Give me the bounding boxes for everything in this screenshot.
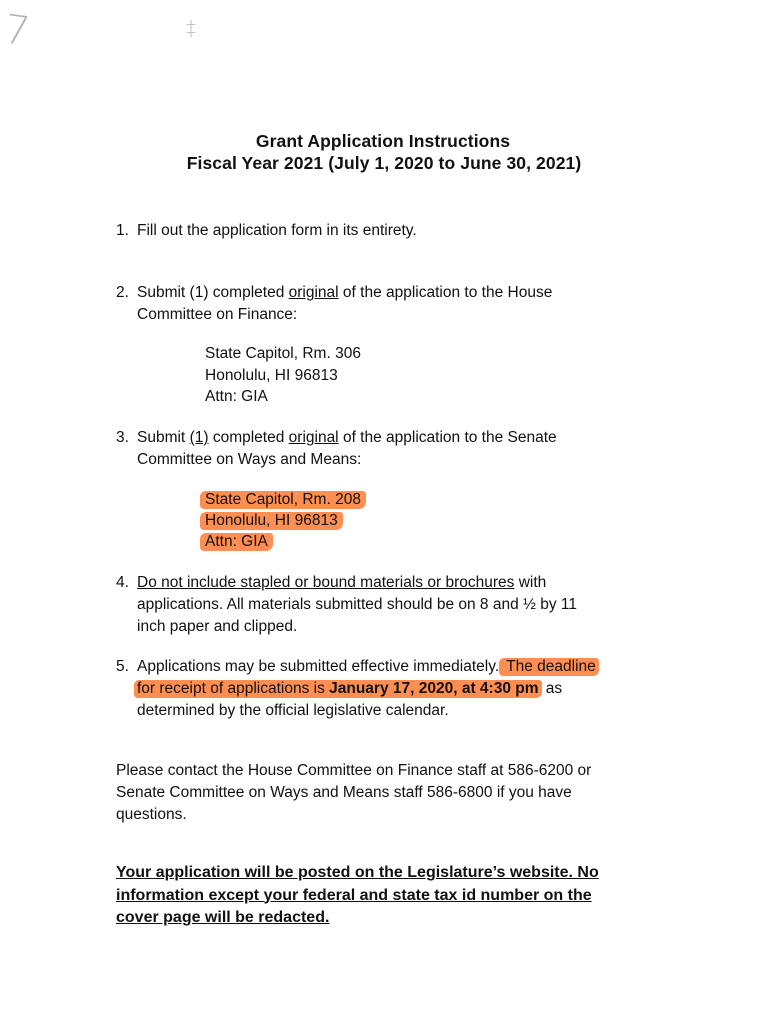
- item-5-number: 5.: [116, 658, 129, 675]
- redaction-notice-line-1: Your application will be posted on the Legislature’s website. No: [116, 864, 599, 881]
- senate-address-highlight-2: Honolulu, HI 96813: [200, 512, 343, 530]
- scan-mark-top: ‡: [186, 16, 196, 40]
- item-3-number: 3.: [116, 429, 129, 446]
- deadline-date: January 17, 2020, at 4:30 pm: [329, 680, 539, 697]
- item-2-line-1: [137, 282, 552, 304]
- item-3-text-b: completed: [208, 429, 289, 446]
- contact-line-1: Please contact the House Committee on Finance staff at 586-6200 or: [116, 762, 592, 779]
- item-2-original: original: [288, 284, 339, 301]
- item-5-text-a: Applications may be submitted effective immediately.: [137, 658, 500, 675]
- contact-line-3: questions.: [116, 806, 187, 823]
- redaction-notice: [116, 862, 676, 930]
- deadline-highlight-a: The deadline: [499, 658, 599, 676]
- item-4-line-2: applications. All materials submitted should be on 8 and ½ by 11: [137, 596, 578, 613]
- item-3-text-c: of the application to the Senate: [338, 429, 557, 446]
- item-1-number: 1.: [116, 222, 129, 239]
- senate-address-highlight-1: State Capitol, Rm. 208: [200, 491, 366, 509]
- item-4-warning: Do not include stapled or bound materials or brochures: [137, 574, 515, 591]
- document-title: Grant Application Instructions: [255, 131, 511, 151]
- item-3-text-a: Submit: [137, 429, 190, 446]
- item-2-text-a: Submit (1) completed: [137, 284, 289, 301]
- house-address-line-1: State Capitol, Rm. 306: [205, 345, 361, 362]
- document-subtitle: Fiscal Year 2021 (July 1, 2020 to June 30, 2021): [186, 153, 582, 173]
- item-5-line-1: [137, 656, 599, 678]
- item-2-line-2: Committee on Finance:: [137, 306, 298, 323]
- redaction-notice-line-2: information except your federal and state tax id number on the: [116, 886, 592, 904]
- item-2-number: 2.: [116, 284, 129, 301]
- deadline-text: for receipt of applications is: [137, 680, 330, 697]
- item-5-line-3: determined by the official legislative calendar.: [137, 702, 449, 719]
- contact-line-2: Senate Committee on Ways and Means staff 586-6800 if you have: [116, 784, 572, 801]
- house-address-line-3: Attn: GIA: [205, 388, 268, 405]
- item-3-count: (1): [189, 429, 209, 446]
- item-1-text: Fill out the application form in its entirety.: [137, 222, 417, 239]
- scan-mark-corner: 7: [0, 6, 33, 56]
- senate-address-line-3: [205, 531, 273, 553]
- item-2-text-b: of the application to the House: [338, 284, 553, 301]
- deadline-highlight-b: [134, 680, 542, 698]
- item-5-line-2: [137, 678, 562, 700]
- item-4-number: 4.: [116, 574, 129, 591]
- item-4-line-3: inch paper and clipped.: [137, 618, 298, 635]
- item-3-line-2: Committee on Ways and Means:: [137, 451, 362, 468]
- redaction-notice-line-3: cover page will be redacted.: [116, 909, 330, 926]
- item-4-line-1: [137, 572, 546, 594]
- senate-address-line-2: [205, 510, 343, 532]
- item-5-text-b: as: [541, 680, 563, 697]
- house-address-line-2: Honolulu, HI 96813: [205, 367, 338, 384]
- senate-address-highlight-3: Attn: GIA: [200, 533, 273, 551]
- senate-address-line-1: [205, 489, 366, 511]
- item-3-original: original: [288, 429, 339, 446]
- item-3-line-1: [137, 427, 557, 449]
- item-4-text-a: with: [514, 574, 547, 591]
